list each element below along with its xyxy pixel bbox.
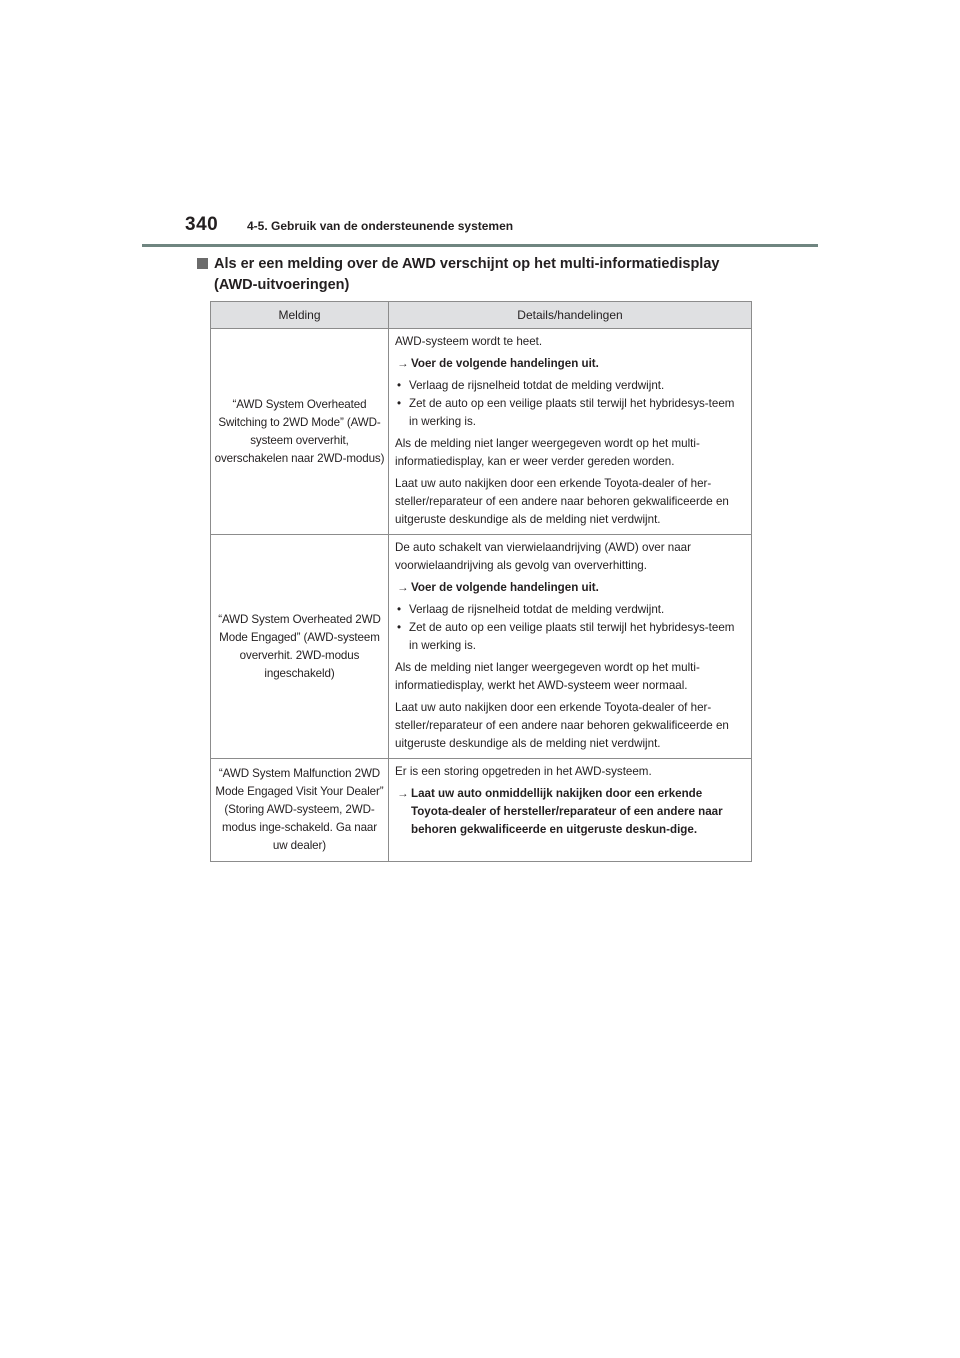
bullet-item	[395, 377, 746, 395]
bullet-text: Verlaag de rijsnelheid totdat de melding verdwijnt.	[409, 379, 665, 392]
bullet-dot-icon: •	[397, 379, 402, 392]
action-text: Voer de volgende handelingen uit.	[411, 357, 599, 370]
arrow-right-icon: →	[397, 357, 409, 370]
message-cell: “AWD System Overheated Switching to 2WD Mode” (AWD-systeem oververhit, overschakelen naar 2WD-modus)	[211, 329, 389, 535]
header-rule	[142, 244, 818, 247]
square-bullet-icon	[197, 258, 208, 269]
section-heading	[214, 254, 754, 296]
section-title: 4-5. Gebruik van de ondersteunende systemen	[247, 219, 514, 233]
details-cell	[389, 329, 752, 535]
bullet-dot-icon: •	[397, 621, 402, 634]
details-intro: Er is een storing opgetreden in het AWD-systeem.	[395, 765, 652, 778]
details-note: Als de melding niet langer weergegeven wordt op het multi-informatiedisplay, werkt het AWD-systeem weer normaal.	[395, 661, 700, 692]
table-row	[211, 329, 752, 535]
section-heading-text: Als er een melding over de AWD verschijnt op het multi-informatiedisplay (AWD-uitvoeringen)	[214, 256, 720, 293]
action-text: Voer de volgende handelingen uit.	[411, 581, 599, 594]
bullet-text: Zet de auto op een veilige plaats stil terwijl het hybridesys-teem in werking is.	[409, 621, 735, 652]
message-cell: “AWD System Malfunction 2WD Mode Engaged Visit Your Dealer” (Storing AWD-systeem, 2WD-modus inge-schakeld. Ga naar uw dealer)	[211, 759, 389, 862]
table-row	[211, 535, 752, 759]
table-row	[211, 759, 752, 862]
arrow-right-icon: →	[397, 581, 409, 594]
bullet-dot-icon: •	[397, 603, 402, 616]
bullet-item	[395, 619, 746, 655]
column-header-details: Details/handelingen	[389, 302, 752, 329]
action-line	[395, 785, 746, 839]
details-cell	[389, 759, 752, 862]
bullet-text: Zet de auto op een veilige plaats stil terwijl het hybridesys-teem in werking is.	[409, 397, 735, 428]
details-cell	[389, 535, 752, 759]
awd-message-table	[210, 301, 752, 862]
details-intro: AWD-systeem wordt te heet.	[395, 335, 543, 348]
details-note: Als de melding niet langer weergegeven wordt op het multi-informatiedisplay, kan er weer verder gereden worden.	[395, 437, 700, 468]
message-cell: “AWD System Overheated 2WD Mode Engaged” (AWD-systeem oververhit. 2WD-modus ingeschakeld)	[211, 535, 389, 759]
page-number: 340	[185, 214, 219, 235]
action-line	[395, 355, 746, 373]
table-header-row	[211, 302, 752, 329]
action-line	[395, 579, 746, 597]
bullet-item	[395, 601, 746, 619]
bullet-item	[395, 395, 746, 431]
bullet-text: Verlaag de rijsnelheid totdat de melding verdwijnt.	[409, 603, 665, 616]
column-header-message: Melding	[211, 302, 389, 329]
arrow-right-icon: →	[397, 787, 409, 800]
details-note: Laat uw auto nakijken door een erkende Toyota-dealer of her-steller/reparateur of een andere naar behoren gekwalificeerde en uitgeruste deskundige als de melding niet verdwijnt.	[395, 701, 729, 750]
details-note: Laat uw auto nakijken door een erkende Toyota-dealer of her-steller/reparateur of een andere naar behoren gekwalificeerde en uitgeruste deskundige als de melding niet verdwijnt.	[395, 477, 729, 526]
details-intro: De auto schakelt van vierwielaandrijving (AWD) over naar voorwielaandrijving als gevolg van oververhitting.	[395, 541, 691, 572]
bullet-dot-icon: •	[397, 397, 402, 410]
action-text: Laat uw auto onmiddellijk nakijken door een erkende Toyota-dealer of hersteller/reparateur of een andere naar behoren gekwalificeerde en uitgeruste deskun-dige.	[411, 787, 723, 836]
